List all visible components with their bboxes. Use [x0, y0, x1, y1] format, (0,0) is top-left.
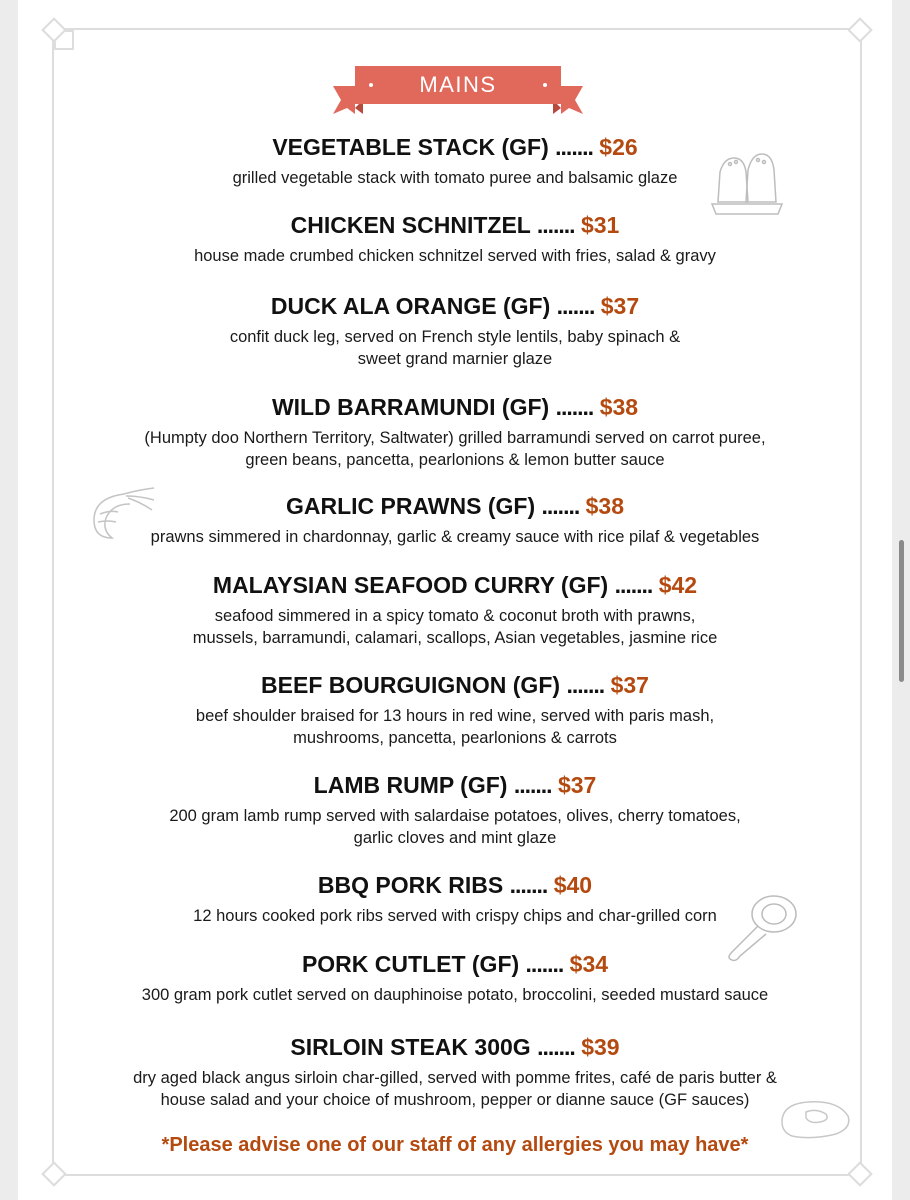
menu-item-price: $39	[581, 1034, 620, 1060]
menu-item-name: SIRLOIN STEAK 300G	[290, 1034, 531, 1060]
menu-item-description	[0, 805, 910, 849]
menu-item-heading	[0, 572, 910, 599]
menu-item-price: $34	[569, 951, 609, 977]
menu-item-name: PORK CUTLET (GF)	[301, 951, 520, 977]
description-line: mussels, barramundi, calamari, scallops, Asian vegetables, jasmine rice	[192, 629, 718, 647]
description-line: mushrooms, pancetta, pearlonions & carrots	[293, 729, 617, 747]
description-line: garlic cloves and mint glaze	[353, 829, 557, 847]
menu-item-leader-dots: .......	[536, 212, 575, 238]
menu-item-description	[0, 605, 910, 649]
menu-item-name: GARLIC PRAWNS (GF)	[285, 493, 536, 519]
description-line: beef shoulder braised for 13 hours in red wine, served with paris mash,	[195, 707, 715, 725]
menu-item-leader-dots: .......	[513, 772, 552, 798]
menu-item-name: MALAYSIAN SEAFOOD CURRY (GF)	[212, 572, 609, 598]
menu-item-leader-dots: .......	[509, 872, 548, 898]
prawn-icon	[84, 484, 156, 544]
menu-item-price: $38	[599, 394, 639, 420]
menu-item-heading	[0, 672, 910, 699]
menu-item-price: $37	[557, 772, 597, 798]
menu-item	[0, 672, 910, 749]
allergy-note: *Please advise one of our staff of any allergies you may have*	[161, 1134, 749, 1156]
menu-item-name: DUCK ALA ORANGE (GF)	[270, 293, 551, 319]
menu-item-description	[0, 1067, 910, 1111]
description-line: sweet grand marnier glaze	[357, 350, 553, 368]
menu-item-name: CHICKEN SCHNITZEL	[290, 212, 531, 238]
menu-item-heading	[0, 1034, 910, 1061]
menu-item-name: VEGETABLE STACK (GF)	[272, 134, 549, 160]
description-line: dry aged black angus sirloin char-gilled, served with pomme frites, café de paris butter &	[133, 1069, 777, 1087]
menu-item-price: $31	[580, 212, 620, 238]
ham-leg-icon	[722, 888, 804, 964]
description-line: (Humpty doo Northern Territory, Saltwater) grilled barramundi served on carrot puree,	[144, 429, 766, 447]
menu-item	[0, 394, 910, 471]
menu-item-heading	[0, 293, 910, 320]
menu-item-price: $37	[610, 672, 649, 698]
description-line: green beans, pancetta, pearlonions & lemon butter sauce	[245, 451, 665, 469]
menu-item	[0, 772, 910, 849]
menu-item-leader-dots: .......	[555, 394, 594, 420]
menu-item-leader-dots: .......	[537, 1034, 575, 1060]
menu-item-leader-dots: .......	[541, 493, 580, 519]
section-title: MAINS	[419, 72, 497, 97]
menu-item	[0, 1034, 910, 1111]
description-line: prawns simmered in chardonnay, garlic & creamy sauce with rice pilaf & vegetables	[150, 528, 760, 546]
description-line: house made crumbed chicken schnitzel served with fries, salad & gravy	[194, 247, 716, 265]
menu-item-description	[0, 245, 910, 267]
menu-item-description	[0, 984, 910, 1006]
menu-item-leader-dots: .......	[566, 672, 605, 698]
menu-item-heading	[0, 394, 910, 421]
description-line: 300 gram pork cutlet served on dauphinoise potato, broccolini, seeded mustard sauce	[141, 986, 769, 1004]
menu-item	[0, 293, 910, 370]
menu-item-name: WILD BARRAMUNDI (GF)	[271, 394, 556, 420]
menu-item-leader-dots: .......	[525, 951, 564, 977]
menu-item-heading	[0, 772, 910, 799]
section-banner	[333, 64, 583, 120]
menu-item-price: $38	[585, 493, 625, 519]
menu-item-leader-dots: .......	[556, 293, 595, 319]
menu-item-leader-dots: .......	[555, 134, 593, 160]
menu-item-leader-dots: .......	[614, 572, 653, 598]
description-line: 200 gram lamb rump served with salardaise potatoes, olives, cherry tomatoes,	[169, 807, 741, 825]
menu-item-price: $26	[599, 134, 638, 160]
menu-item-description	[0, 427, 910, 471]
menu-item-name: BEEF BOURGUIGNON (GF)	[261, 672, 561, 698]
menu-item-price: $40	[553, 872, 593, 898]
description-line: grilled vegetable stack with tomato puree and balsamic glaze	[232, 169, 678, 187]
description-line: 12 hours cooked pork ribs served with crispy chips and char-grilled corn	[193, 907, 717, 925]
menu-item-name: BBQ PORK RIBS	[317, 872, 504, 898]
description-line: confit duck leg, served on French style lentils, baby spinach &	[229, 328, 681, 346]
menu-item-price: $42	[658, 572, 698, 598]
description-line: house salad and your choice of mushroom, pepper or dianne sauce (GF sauces)	[160, 1091, 750, 1109]
menu-item-description	[0, 326, 910, 370]
menu-item-description	[0, 705, 910, 749]
menu-item-price: $37	[600, 293, 640, 319]
menu-item-name: LAMB RUMP (GF)	[313, 772, 508, 798]
description-line: seafood simmered in a spicy tomato & coconut broth with prawns,	[214, 607, 696, 625]
menu-item	[0, 572, 910, 649]
salt-pepper-icon	[708, 142, 788, 222]
